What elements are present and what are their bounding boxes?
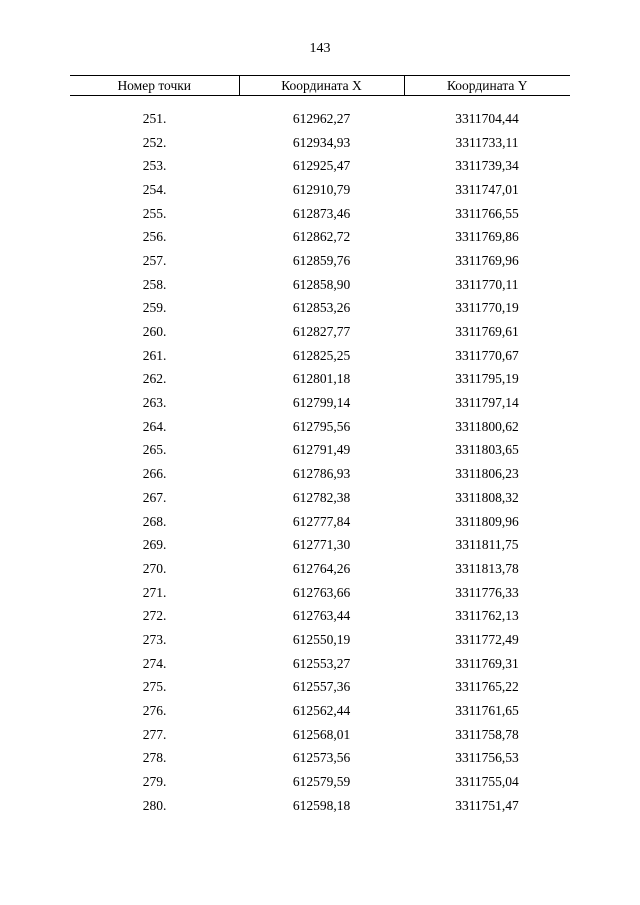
point-number-cell: 253. (142, 158, 167, 174)
point-number-cell: 251. (142, 110, 167, 126)
table-row (70, 273, 570, 297)
coordinate-x-cell: 612786,93 (292, 466, 351, 482)
point-number-cell: 255. (142, 205, 167, 221)
point-number-cell: 279. (142, 774, 167, 790)
table-row (70, 652, 570, 676)
coordinate-x-cell: 612962,27 (292, 110, 351, 126)
coordinate-x-cell: 612853,26 (292, 300, 351, 316)
coordinate-y-cell: 3311770,19 (455, 300, 519, 316)
table-row (70, 249, 570, 273)
table-row (70, 747, 570, 771)
coordinate-x-cell: 612859,76 (292, 252, 351, 268)
coordinate-x-cell: 612579,59 (292, 774, 351, 790)
coordinate-y-cell: 3311770,11 (455, 276, 519, 292)
coordinate-y-cell: 3311762,13 (455, 608, 519, 624)
header-coordinate-x: Координата X (239, 76, 404, 96)
table-row (70, 676, 570, 700)
coordinate-y-cell: 3311769,61 (455, 324, 519, 340)
table-row (70, 557, 570, 581)
table-row (70, 533, 570, 557)
point-number-cell: 273. (142, 631, 167, 647)
coordinate-x-cell: 612791,49 (292, 442, 351, 458)
point-number-cell: 263. (142, 395, 167, 411)
coordinate-x-cell: 612764,26 (292, 560, 351, 576)
point-number-cell: 252. (142, 134, 167, 150)
coordinate-y-cell: 3311769,86 (455, 229, 519, 245)
table-row (70, 723, 570, 747)
coordinate-y-cell: 3311769,96 (455, 252, 519, 268)
header-row (70, 76, 570, 96)
coordinate-x-cell: 612910,79 (292, 181, 351, 197)
header-spacer (70, 96, 570, 108)
coordinate-y-cell: 3311751,47 (455, 797, 519, 813)
coordinate-x-cell: 612801,18 (292, 371, 351, 387)
table-body (70, 107, 570, 818)
header-coordinate-y: Координата Y (404, 76, 570, 96)
table-row (70, 770, 570, 794)
coordinate-x-cell: 612795,56 (292, 418, 351, 434)
point-number-cell: 259. (142, 300, 167, 316)
coordinate-y-cell: 3311769,31 (455, 655, 519, 671)
coordinate-y-cell: 3311761,65 (455, 703, 519, 719)
point-number-cell: 278. (142, 750, 167, 766)
coordinate-y-cell: 3311800,62 (455, 418, 519, 434)
coordinate-x-cell: 612550,19 (292, 631, 351, 647)
coordinate-y-cell: 3311766,55 (455, 205, 519, 221)
coordinate-y-cell: 3311813,78 (455, 560, 519, 576)
point-number-cell: 267. (142, 489, 167, 505)
coordinate-x-cell: 612562,44 (292, 703, 351, 719)
table-row (70, 202, 570, 226)
table-row (70, 368, 570, 392)
table-row (70, 391, 570, 415)
coordinate-y-cell: 3311809,96 (455, 513, 519, 529)
point-number-cell: 265. (142, 442, 167, 458)
coordinate-y-cell: 3311733,11 (455, 134, 519, 150)
table-row (70, 581, 570, 605)
point-number-cell: 262. (142, 371, 167, 387)
point-number-cell: 257. (142, 252, 167, 268)
table-row (70, 628, 570, 652)
coordinate-x-cell: 612573,56 (292, 750, 351, 766)
coordinate-y-cell: 3311811,75 (455, 537, 519, 553)
coordinate-y-cell: 3311772,49 (455, 631, 519, 647)
coordinate-y-cell: 3311758,78 (455, 726, 519, 742)
table-row (70, 794, 570, 818)
table-row (70, 604, 570, 628)
point-number-cell: 271. (142, 584, 167, 600)
table-row (70, 320, 570, 344)
coordinate-x-cell: 612858,90 (292, 276, 351, 292)
coordinate-x-cell: 612862,72 (292, 229, 351, 245)
coordinate-x-cell: 612598,18 (292, 797, 351, 813)
coordinate-y-cell: 3311739,34 (455, 158, 519, 174)
point-number-cell: 266. (142, 466, 167, 482)
coordinate-x-cell: 612771,30 (292, 537, 351, 553)
point-number-cell: 274. (142, 655, 167, 671)
header-point-number: Номер точки (70, 76, 239, 96)
coordinate-x-cell: 612827,77 (292, 324, 351, 340)
coordinate-y-cell: 3311803,65 (455, 442, 519, 458)
point-number-cell: 275. (142, 679, 167, 695)
coordinate-y-cell: 3311795,19 (455, 371, 519, 387)
coordinate-x-cell: 612782,38 (292, 489, 351, 505)
coordinate-y-cell: 3311755,04 (455, 774, 519, 790)
point-number-cell: 277. (142, 726, 167, 742)
coordinate-y-cell: 3311756,53 (455, 750, 519, 766)
point-number-cell: 258. (142, 276, 167, 292)
point-number-cell: 280. (142, 797, 167, 813)
table-row (70, 462, 570, 486)
table-row (70, 297, 570, 321)
coordinate-x-cell: 612825,25 (292, 347, 351, 363)
coordinate-y-cell: 3311704,44 (455, 110, 519, 126)
coordinate-y-cell: 3311806,23 (455, 466, 519, 482)
coordinate-x-cell: 612763,66 (292, 584, 351, 600)
table-row (70, 131, 570, 155)
point-number-cell: 256. (142, 229, 167, 245)
point-number-cell: 254. (142, 181, 167, 197)
coordinate-x-cell: 612799,14 (292, 395, 351, 411)
point-number-cell: 270. (142, 560, 167, 576)
table-row (70, 415, 570, 439)
table-row (70, 486, 570, 510)
table-row (70, 344, 570, 368)
table-row (70, 439, 570, 463)
coordinate-y-cell: 3311770,67 (455, 347, 519, 363)
point-number-cell: 272. (142, 608, 167, 624)
point-number-cell: 276. (142, 703, 167, 719)
coordinate-x-cell: 612763,44 (292, 608, 351, 624)
coordinate-y-cell: 3311765,22 (455, 679, 519, 695)
table-header (70, 76, 570, 96)
coordinate-x-cell: 612557,36 (292, 679, 351, 695)
coordinate-x-cell: 612925,47 (292, 158, 351, 174)
coordinate-y-cell: 3311808,32 (455, 489, 519, 505)
point-number-cell: 264. (142, 418, 167, 434)
point-number-cell: 269. (142, 537, 167, 553)
point-number-cell: 268. (142, 513, 167, 529)
coordinate-y-cell: 3311747,01 (455, 181, 519, 197)
table-row (70, 107, 570, 131)
table-row (70, 225, 570, 249)
coordinate-x-cell: 612568,01 (292, 726, 351, 742)
coordinate-y-cell: 3311776,33 (455, 584, 519, 600)
table-row (70, 699, 570, 723)
table-row (70, 178, 570, 202)
table-row (70, 154, 570, 178)
point-number-cell: 261. (142, 347, 167, 363)
page-number: 143 (309, 41, 331, 56)
coordinates-table (70, 75, 570, 818)
point-number-cell: 260. (142, 324, 167, 340)
coordinate-x-cell: 612553,27 (292, 655, 351, 671)
coordinate-x-cell: 612873,46 (292, 205, 351, 221)
coordinate-x-cell: 612777,84 (292, 513, 351, 529)
table-row (70, 510, 570, 534)
coordinate-x-cell: 612934,93 (292, 134, 351, 150)
coordinate-y-cell: 3311797,14 (455, 395, 519, 411)
